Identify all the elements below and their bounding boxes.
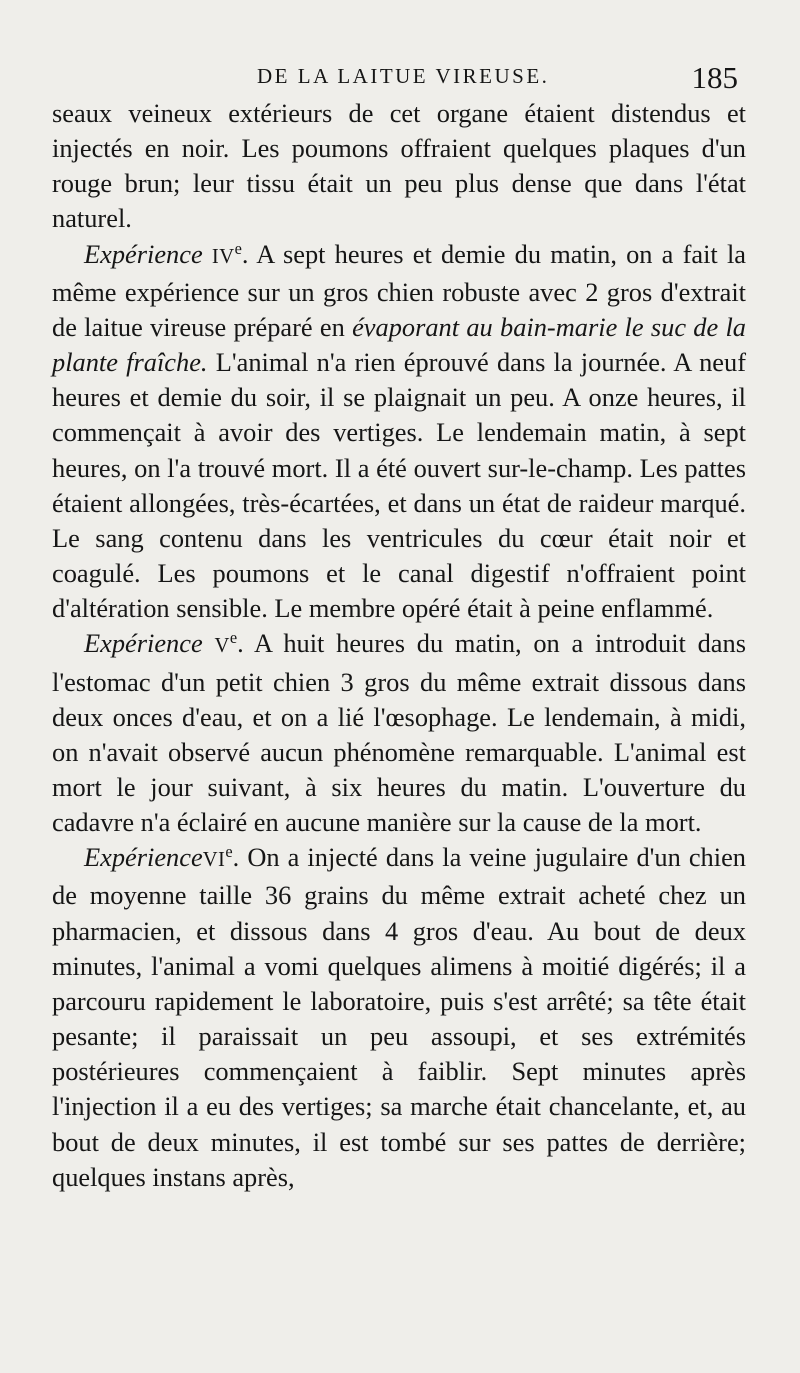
paragraph-text: . A huit heures du matin, on a introduit dans l'estomac d'un petit chien 3 gros du même extrait dissous dans deux onces d'eau, et on a lié l'œsophage. Le lendemain, à midi, on n'avait observé aucun phénomène remarquable. L'animal est mort le jour suivant, à six heures du matin. L'ouverture du cadavre n'a éclairé en aucune manière sur la cause de la mort. — [52, 628, 746, 838]
paragraph-text: L'animal n'a rien éprouvé dans la journée. A neuf heures et demie du soir, il se plaignait un peu. A onze heures, il commençait à avoir des vertiges. Le lendemain matin, à sept heures, on l'a trouvé mort. Il a été ouvert sur-le-champ. Les pattes étaient allongées, très-écartées, et dans un état de raideur marqué. Le sang contenu dans les ventricules du cœur était noir et coagulé. Les poumons et le canal digestif n'offraient point d'altération sensible. Le membre opéré était à peine enflammé. — [52, 347, 746, 624]
italic-phrase: évaporant au bain-marie le suc de la plante fraîche. — [52, 311, 746, 378]
experience-numeral: IV — [211, 245, 235, 268]
experience-label: Expérience — [84, 842, 203, 873]
experience-label: Expérience — [84, 628, 203, 659]
paragraph-text: . On a injecté dans la veine jugulaire d'un chien de moyenne taille 36 grains du même extrait acheté chez un pharmacien, et dissous dans 4 gros d'eau. Au bout de deux minutes, l'animal a vomi quelques alimens à moitié digérés; il a parcouru rapidement le laboratoire, puis s'est arrêté; sa tête était pesante; il paraissait un peu assoupi, et ses extrémités postérieures commençaient à faiblir. Sept minutes après l'injection il a eu des vertiges; sa marche était chancelante, et, au bout de deux minutes, il est tombé sur ses pattes de derrière; quelques instans après, — [52, 842, 746, 1192]
paragraph-text: . A sept heures et demie du matin, on a fait la même expérience sur un gros chien robuste avec 2 gros d'extrait de laitue vireuse préparé en — [52, 238, 746, 342]
paragraph-continued: seaux veineux extérieurs de cet organe étaient distendus et injectés en noir. Les poumons offraient quelques plaques d'un rouge brun; leur tissu était un peu plus dense que dans l'état naturel. — [52, 98, 746, 234]
paragraph-experience-6 — [52, 840, 746, 1195]
page-number: 185 — [691, 60, 738, 95]
experience-numeral-suffix: e — [234, 238, 242, 258]
experience-label: Expérience — [84, 238, 203, 269]
paragraph-experience-4 — [52, 237, 746, 627]
paragraph-experience-5 — [52, 626, 746, 840]
experience-numeral: VI — [202, 849, 226, 872]
experience-numeral: V — [214, 635, 230, 658]
body-text — [52, 96, 746, 1195]
running-head: DE LA LAITUE VIREUSE. — [257, 64, 550, 88]
experience-numeral-suffix: e — [225, 842, 233, 862]
experience-numeral-suffix: e — [229, 628, 238, 648]
